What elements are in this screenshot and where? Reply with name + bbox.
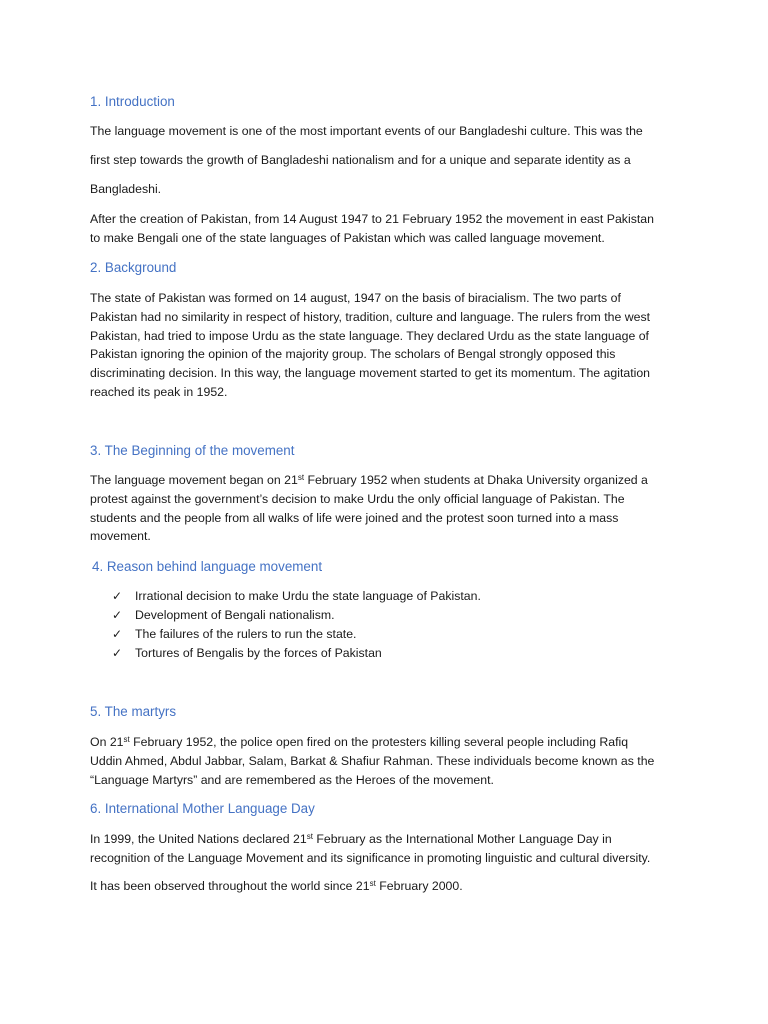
text-line: Pakistan ignoring the opinion of the majority group. The scholars of Bengal strongly opposed this <box>90 347 616 362</box>
text-segment: February as the International Mother Language Day in <box>312 832 612 846</box>
text-line: Pakistan had no similarity in respect of history, tradition, culture and language. The rulers from the west <box>90 309 651 324</box>
check-icon: ✓ <box>112 589 123 603</box>
check-icon: ✓ <box>112 608 123 622</box>
text-line: to make Bengali one of the state languages of Pakistan which was called language movement. <box>90 230 605 245</box>
reasons-checklist <box>112 587 481 663</box>
text-line: discriminating decision. In this way, the language movement started to get its momentum. The agitation <box>90 366 651 381</box>
text-line <box>90 733 690 752</box>
text-line: Uddin Ahmed, Abdul Jabbar, Salam, Barkat & Shafiur Rahman. These individuals become known as the <box>90 753 655 768</box>
mother-day-paragraph-2 <box>90 877 690 896</box>
text-segment: February 1952 when students at Dhaka University organized a <box>304 473 648 487</box>
list-item-text: The failures of the rulers to run the state. <box>135 627 357 641</box>
text-line: The language movement is one of the most important events of our Bangladeshi culture. This was the <box>90 124 643 138</box>
text-line <box>90 877 690 896</box>
intro-paragraph-1 <box>90 117 690 205</box>
text-line <box>90 830 690 849</box>
text-segment: The language movement began on 21 <box>90 473 298 487</box>
text-line: “Language Martyrs” and are remembered as the Heroes of the movement. <box>90 772 494 787</box>
text-segment: February 1952, the police open fired on the protesters killing several people including Rafiq <box>129 735 629 749</box>
text-line: recognition of the Language Movement and its significance in promoting linguistic and cultural diversity. <box>90 850 651 865</box>
list-item <box>112 625 481 644</box>
heading-background: 2. Background <box>90 260 177 275</box>
text-line: first step towards the growth of Bangladeshi nationalism and for a unique and separate identity as a <box>90 153 631 168</box>
list-item-text: Tortures of Bengalis by the forces of Pakistan <box>135 646 382 660</box>
martyrs-paragraph <box>90 733 690 789</box>
text-line: protest against the government’s decision to make Urdu the only official language of Pakistan. The <box>90 491 625 506</box>
heading-introduction: 1. Introduction <box>90 94 175 109</box>
text-line: Pakistan, had tried to impose Urdu as the state language. They declared Urdu as the state language of <box>90 328 649 343</box>
text-segment: February 2000. <box>375 879 463 893</box>
text-segment: In 1999, the United Nations declared 21 <box>90 832 307 846</box>
check-icon: ✓ <box>112 646 123 660</box>
beginning-paragraph <box>90 471 690 546</box>
list-item <box>112 587 481 606</box>
list-item-text: Irrational decision to make Urdu the state language of Pakistan. <box>135 589 481 603</box>
heading-reasons: 4. Reason behind language movement <box>92 559 323 574</box>
heading-mother-language-day: 6. International Mother Language Day <box>90 801 315 816</box>
ordinal-suffix: st <box>369 879 376 888</box>
ordinal-suffix: st <box>123 735 130 744</box>
check-icon: ✓ <box>112 627 123 641</box>
text-line: The state of Pakistan was formed on 14 august, 1947 on the basis of biracialism. The two parts of <box>90 291 621 305</box>
text-line: movement. <box>90 529 151 544</box>
ordinal-suffix: st <box>297 473 305 482</box>
mother-day-paragraph-1 <box>90 830 690 868</box>
text-line: Bangladeshi. <box>90 182 162 197</box>
text-line: After the creation of Pakistan, from 14 August 1947 to 21 February 1952 the movement in east Pakistan <box>90 212 654 226</box>
intro-paragraph-2 <box>90 210 690 248</box>
text-segment: On 21 <box>90 735 124 749</box>
text-line: students and the people from all walks of life were joined and the protest soon turned into a mass <box>90 510 619 525</box>
list-item-text: Development of Bengali nationalism. <box>135 608 335 622</box>
text-segment: It has been observed throughout the world since 21 <box>90 879 370 893</box>
heading-martyrs: 5. The martyrs <box>90 704 177 719</box>
ordinal-suffix: st <box>306 832 313 841</box>
list-item <box>112 644 481 663</box>
background-paragraph <box>90 289 690 402</box>
text-line <box>90 471 690 490</box>
text-line: reached its peak in 1952. <box>90 384 228 399</box>
heading-beginning: 3. The Beginning of the movement <box>90 443 295 458</box>
list-item <box>112 606 481 625</box>
